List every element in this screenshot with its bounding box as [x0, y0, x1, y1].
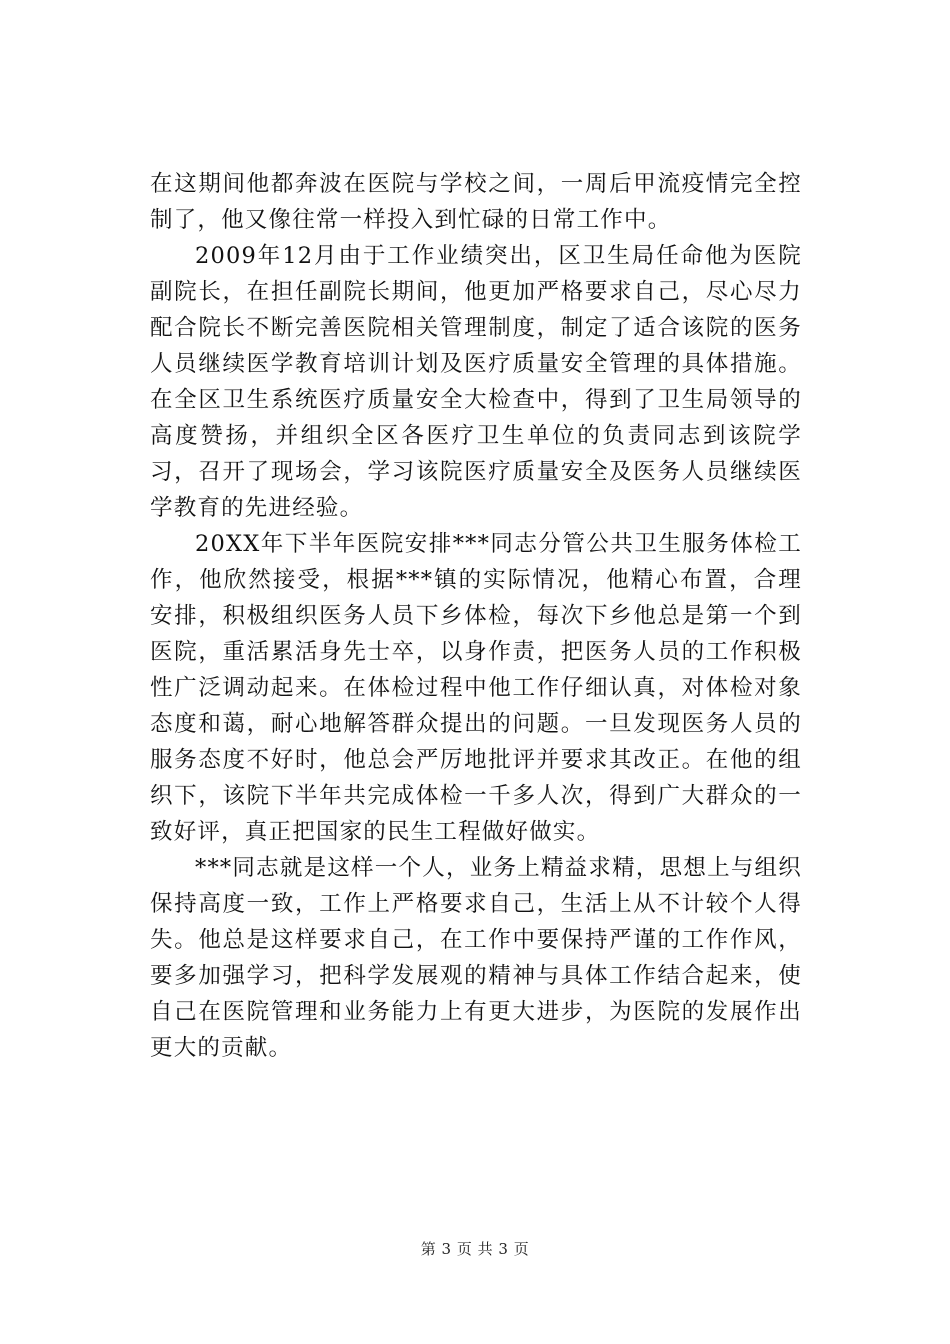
document-body: [150, 166, 802, 1066]
paragraph-4: ***同志就是这样一个人，业务上精益求精，思想上与组织保持高度一致，工作上严格要求自己，生活上从不计较个人得失。他总是这样要求自己，在工作中要保持严谨的工作作风，要多加强学习，把科学发展观的精神与具体工作结合起来，使自己在医院管理和业务能力上有更大进步，为医院的发展作出更大的贡献。: [150, 855, 802, 1061]
page-footer: [0, 1239, 950, 1259]
paragraph-2: 2009年12月由于工作业绩突出，区卫生局任命他为医院副院长，在担任副院长期间，他更加严格要求自己，尽心尽力配合院长不断完善医院相关管理制度，制定了适合该院的医务人员继续医学教育培训计划及医疗质量安全管理的具体措施。在全区卫生系统医疗质量安全大检查中，得到了卫生局领导的高度赞扬，并组织全区各医疗卫生单位的负责同志到该院学习，召开了现场会，学习该院医疗质量安全及医务人员继续医学教育的先进经验。: [150, 243, 802, 521]
paragraph-3: 20XX年下半年医院安排***同志分管公共卫生服务体检工作，他欣然接受，根据***镇的实际情况，他精心布置，合理安排，积极组织医务人员下乡体检，每次下乡他总是第一个到医院，重活累活身先士卒，以身作责，把医务人员的工作积极性广泛调动起来。在体检过程中他工作仔细认真，对体检对象态度和蔼，耐心地解答群众提出的问题。一旦发现医务人员的服务态度不好时，他总会严厉地批评并要求其改正。在他的组织下，该院下半年共完成体检一千多人次，得到广大群众的一致好评，真正把国家的民生工程做好做实。: [150, 531, 802, 845]
paragraph-1: 在这期间他都奔波在医院与学校之间，一周后甲流疫情完全控制了，他又像往常一样投入到忙碌的日常工作中。: [150, 171, 802, 233]
page-number-label: 第 3 页 共 3 页: [420, 1240, 530, 1258]
